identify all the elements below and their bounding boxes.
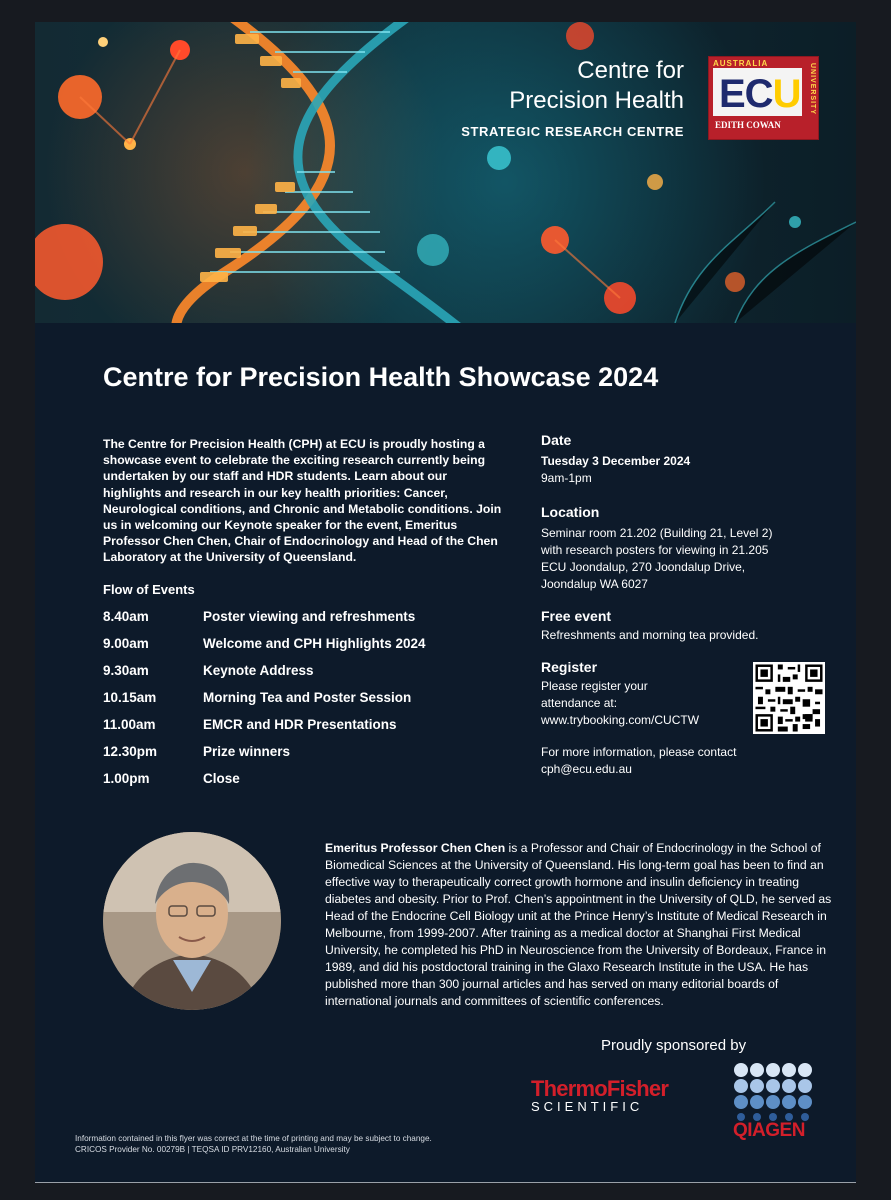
ecu-logo-name: EDITH COWAN [715, 120, 781, 130]
centre-name: Centre for Precision Health [509, 57, 684, 114]
event-row [103, 717, 523, 739]
ecu-logo-country: AUSTRALIA [713, 59, 769, 68]
ecu-logo [708, 56, 819, 140]
date-heading: Date [541, 432, 572, 448]
speaker-bio [325, 840, 835, 1010]
event-activity: Keynote Address [203, 663, 314, 678]
event-activity: Poster viewing and refreshments [203, 609, 416, 624]
thermo-fisher-logo: ThermoFisher SCIENTIFIC [531, 1076, 669, 1114]
page-bottom-rule [35, 1182, 856, 1183]
event-time: 8.40am [103, 609, 149, 624]
free-heading: Free event [541, 608, 612, 624]
event-time: 9.30am [103, 663, 149, 678]
qr-pattern [753, 662, 825, 734]
register-heading: Register [541, 659, 598, 675]
location-line: Joondalup WA 6027 [541, 577, 648, 591]
flyer-page [35, 22, 856, 1182]
date-time: 9am-1pm [541, 471, 592, 485]
event-activity: Welcome and CPH Highlights 2024 [203, 636, 426, 651]
speaker-name: Emeritus Professor Chen Chen [325, 841, 506, 855]
event-row [103, 690, 523, 712]
event-row [103, 609, 523, 631]
flow-heading: Flow of Events [103, 582, 195, 597]
intro-paragraph: The Centre for Precision Health (CPH) at ECU is proudly hosting a showcase event to celebrate the exciting research currently being undertaken by our staff and HDR students. Learn about our highlights and research in our key health priorities: Cancer, Neurological conditions, and Chronic and Metabolic conditions. Join us in welcoming our Keynote speaker for the event, Emeritus Professor Chen Chen, Chair of Endocrinology and Head of the Chen Laboratory at the University of Queensland. [103, 437, 502, 565]
event-activity: Close [203, 771, 240, 786]
location-line: with research posters for viewing in 21.205 [541, 543, 769, 557]
location-line: Seminar room 21.202 (Building 21, Level 2) [541, 526, 773, 540]
qiagen-dots-icon [727, 1062, 823, 1122]
event-row [103, 663, 523, 685]
footer-disclaimer: Information contained in this flyer was correct at the time of printing and may be subject to change. CRICOS Provider No. 00279B | TEQSA ID PRV12160, Australian University [75, 1134, 432, 1154]
hero-banner [35, 22, 856, 323]
event-time: 1.00pm [103, 771, 150, 786]
qiagen-logo: QIAGEN [727, 1062, 823, 1142]
event-time: 12.30pm [103, 744, 158, 759]
qr-code[interactable] [753, 662, 825, 734]
speaker-bio-text: is a Professor and Chair of Endocrinology in the School of Biomedical Sciences at the University of Queensland. His long-term goal has been to find an effective way to therapeutically correct growth hormone and insulin deficiency in treating diabetes and obesity. Prior to Prof. Chen’s appointment in the University of QLD, he served as Head of the Endocrine Cell Biology unit at the Prince Henry’s Institute of Medical Research in Melbourne, from 1999-2007. After training as a medical doctor at Shanghai First Medical University, he completed his PhD in Neuroscience from the University of Bordeaux, France in 1989, and did his postdoctoral training in the Glaxo Research Institute in the USA. He has published more than 300 journal articles and has served on many editorial boards of international journals and committees of scientific conferences. [325, 841, 832, 1008]
speaker-portrait [103, 832, 281, 1010]
speaker-photo [103, 832, 281, 1010]
event-time: 10.15am [103, 690, 157, 705]
page-title: Centre for Precision Health Showcase 2024 [103, 362, 659, 392]
centre-subtitle: STRATEGIC RESEARCH CENTRE [461, 124, 684, 139]
contact-email[interactable]: cph@ecu.edu.au [541, 762, 632, 776]
sponsor-label: Proudly sponsored by [601, 1037, 747, 1054]
ecu-logo-side: UNIVERSITY [809, 63, 816, 116]
event-activity: Morning Tea and Poster Session [203, 690, 412, 705]
contact-section [541, 744, 841, 778]
register-line: attendance at: [541, 696, 618, 710]
event-time: 11.00am [103, 717, 156, 732]
free-text: Refreshments and morning tea provided. [541, 628, 759, 642]
date-section [541, 432, 841, 487]
event-time: 9.00am [103, 636, 149, 651]
event-row [103, 636, 523, 658]
contact-line: For more information, please contact [541, 745, 737, 759]
event-row [103, 771, 523, 793]
register-link[interactable]: www.trybooking.com/CUCTW [541, 713, 700, 727]
free-event-section [541, 608, 841, 644]
event-row [103, 744, 523, 766]
location-line: ECU Joondalup, 270 Joondalup Drive, [541, 560, 746, 574]
register-line: Please register your [541, 679, 648, 693]
event-activity: Prize winners [203, 744, 291, 759]
location-section [541, 504, 841, 593]
date-day: Tuesday 3 December 2024 [541, 454, 691, 468]
location-heading: Location [541, 504, 600, 520]
event-activity: EMCR and HDR Presentations [203, 717, 397, 732]
ecu-logo-letters: ECU [719, 72, 801, 116]
